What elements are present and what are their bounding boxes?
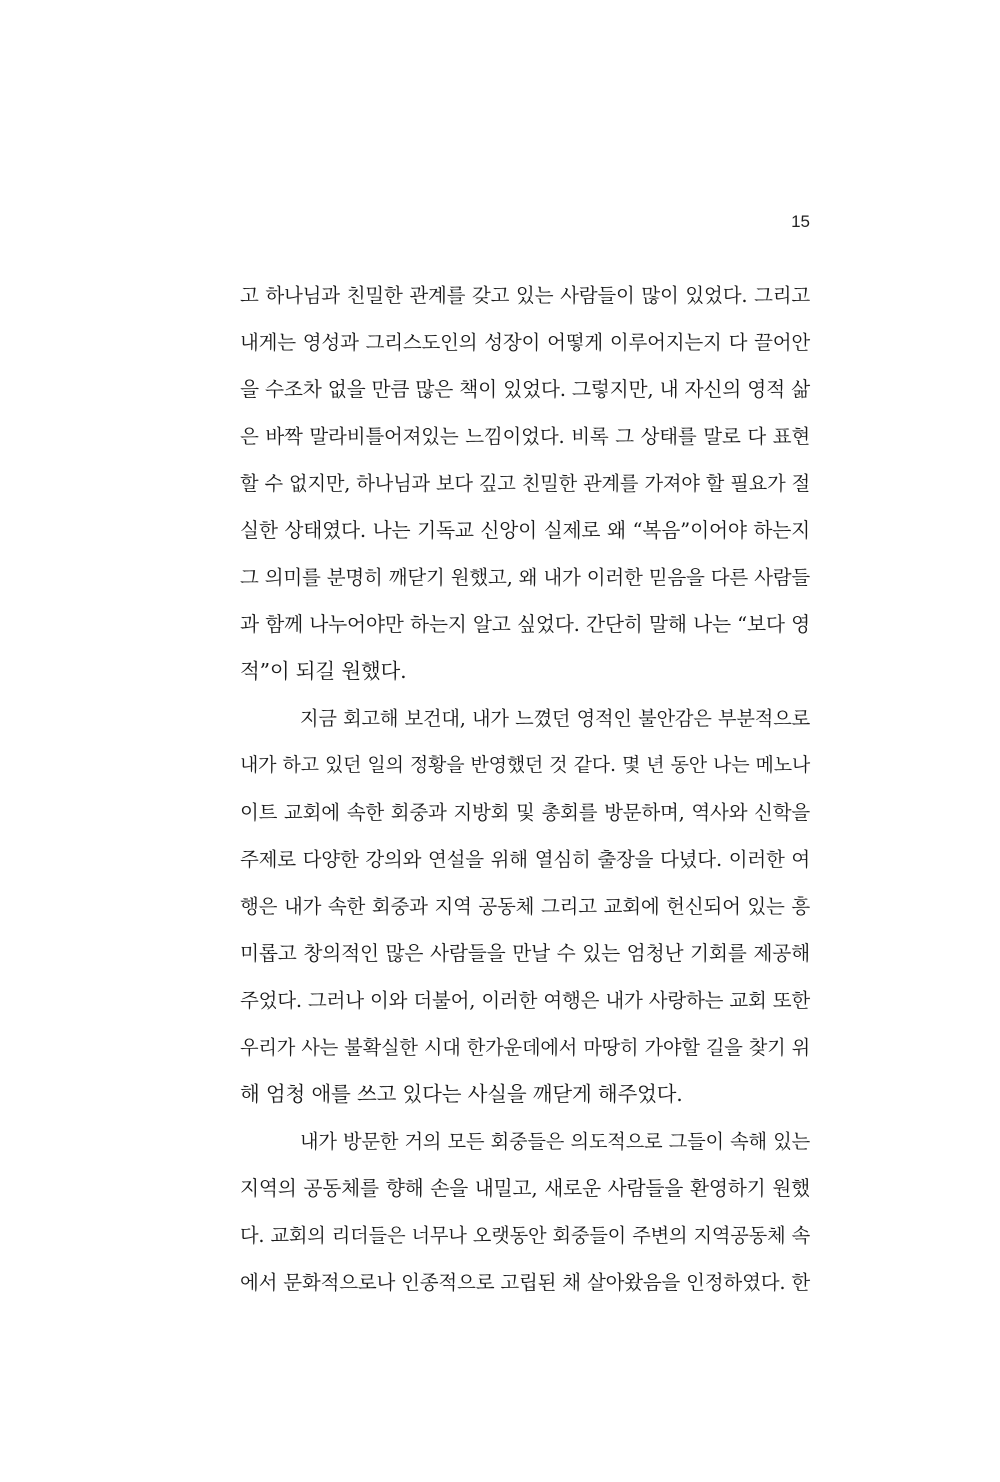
text-line: 을 수조차 없을 만큼 많은 책이 있었다. 그렇지만, 내 자신의 영적 삶 — [240, 378, 810, 401]
text-line: 에서 문화적으로나 인종적으로 고립된 채 살아왔음을 인정하였다. 한 — [240, 1271, 810, 1294]
text-line: 그 의미를 분명히 깨닫기 원했고, 왜 내가 이러한 믿음을 다른 사람들 — [240, 566, 810, 589]
paragraph-1 — [240, 272, 810, 695]
text-line: 이트 교회에 속한 회중과 지방회 및 총회를 방문하며, 역사와 신학을 — [240, 801, 810, 824]
text-line: 주었다. 그러나 이와 더불어, 이러한 여행은 내가 사랑하는 교회 또한 — [240, 989, 810, 1012]
text-line: 내게는 영성과 그리스도인의 성장이 어떻게 이루어지는지 다 끌어안 — [240, 331, 810, 354]
text-line: 지금 회고해 보건대, 내가 느꼈던 영적인 불안감은 부분적으로 — [300, 707, 810, 730]
text-line: 미롭고 창의적인 많은 사람들을 만날 수 있는 엄청난 기회를 제공해 — [240, 942, 810, 965]
text-line: 은 바짝 말라비틀어져있는 느낌이었다. 비록 그 상태를 말로 다 표현 — [240, 425, 810, 448]
text-line: 행은 내가 속한 회중과 지역 공동체 그리고 교회에 헌신되어 있는 흥 — [240, 895, 810, 918]
text-line: 지역의 공동체를 향해 손을 내밀고, 새로운 사람들을 환영하기 원했 — [240, 1177, 810, 1200]
text-line: 해 엄청 애를 쓰고 있다는 사실을 깨닫게 해주었다. — [240, 1082, 683, 1106]
text-line: 내가 방문한 거의 모든 회중들은 의도적으로 그들이 속해 있는 — [300, 1130, 810, 1153]
text-line: 할 수 없지만, 하나님과 보다 깊고 친밀한 관계를 가져야 할 필요가 절 — [240, 472, 810, 495]
text-line: 과 함께 나누어야만 하는지 알고 싶었다. 간단히 말해 나는 “보다 영 — [240, 613, 810, 636]
paragraph-2 — [240, 695, 810, 1118]
text-line: 다. 교회의 리더들은 너무나 오랫동안 회중들이 주변의 지역공동체 속 — [240, 1224, 810, 1247]
body-text — [240, 272, 810, 1306]
text-line: 적”이 되길 원했다. — [240, 659, 407, 683]
text-line: 내가 하고 있던 일의 정황을 반영했던 것 같다. 몇 년 동안 나는 메노나 — [240, 754, 810, 776]
text-line: 주제로 다양한 강의와 연설을 위해 열심히 출장을 다녔다. 이러한 여 — [240, 848, 810, 871]
text-line: 우리가 사는 불확실한 시대 한가운데에서 마땅히 가야할 길을 찾기 위 — [240, 1036, 810, 1059]
page-number: 15 — [791, 212, 810, 231]
text-line: 고 하나님과 친밀한 관계를 갖고 있는 사람들이 많이 있었다. 그리고 — [240, 284, 810, 307]
paragraph-3 — [240, 1118, 810, 1306]
text-line: 실한 상태였다. 나는 기독교 신앙이 실제로 왜 “복음”이어야 하는지 — [240, 519, 810, 542]
